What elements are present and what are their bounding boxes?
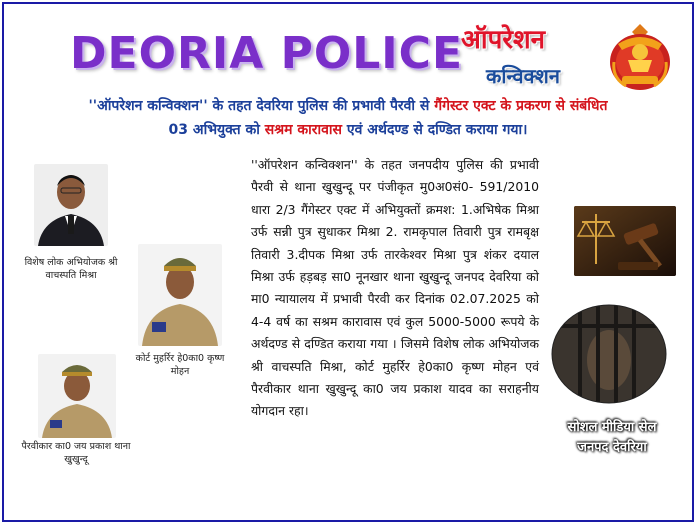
headline-part1: ''ऑपरेशन कन्विक्शन'' के तहत देवरिया पुलिस की प्रभावी पैरवी से	[88, 98, 435, 114]
operation-title: ऑपरेशन	[461, 25, 546, 55]
headline-line2-part1: 03 अभियुक्त को	[168, 122, 265, 138]
prosecutor-caption: विशेष लोक अभियोजक श्री वाचस्पति मिश्रा	[24, 257, 118, 281]
article-body: ''ऑपरेशन कन्विक्शन'' के तहत जनपदीय पुलिस की प्रभावी पैरवी से थाना खुखुन्दू पर पंजीकृत मु0अ0सं0- 591/2010 धारा 2/3 गैंगेस्टर एक्ट में अभियुक्तों क्रमश: 1.अभिषेक मिश्रा उर्फ सन्नी पुत्र सुधाकर मिश्रा 2. रामकृपाल तिवारी पुत्र रामबृक्ष तिवारी 3.दीपक मिश्रा उर्फ तारकेश्वर मिश्रा पुत्र शंकर दयाल मिश्रा उर्फ हड़बड़ सा0 नूनखार थाना खुखुन्दू जनपद देवरिया को मा0 न्यायालय में प्रभावी पैरवी कर दिनांक 02.07.2025 को 4-4 वर्ष का सश्रम कारावास एवं कुल 5000-5000 रूपये के अर्थदण्ड से दण्डित कराया गया । जिसमे विशेष लोक अभियोजक श्री वाचस्पति मिश्रा, कोर्ट मुहर्रिर हे0का0 कृष्ण मोहन एवं पैरवीकार थाना खुखुन्दू का0 जय प्रकाश यादव का सराहनीय योगदान रहा।	[251, 157, 539, 419]
pairvikar-caption: पैरवीकार का0 जय प्रकाश थाना खुखुन्दू	[21, 441, 131, 465]
social-cell-line2: जनपद देवरिया	[577, 440, 647, 455]
up-police-emblem-icon	[604, 22, 676, 94]
headline-line1	[0, 96, 696, 115]
social-media-cell-caption	[546, 418, 678, 458]
pairvikar-photo	[38, 354, 116, 438]
gavel-scales-image	[574, 206, 676, 276]
social-cell-line1: सोशल मीडिया सेल	[567, 420, 657, 435]
headline-line2	[0, 120, 696, 139]
headline-line2-part3: एवं अर्थदण्ड से दण्डित कराया गया।	[342, 122, 528, 138]
prosecutor-photo	[34, 164, 108, 246]
headline-part2: गैंगेस्टर एक्ट के प्रकरण से संबंधित	[434, 98, 608, 114]
court-clerk-caption: कोर्ट मुहर्रिर हे0का0 कृष्ण मोहन	[135, 353, 225, 377]
page-title: DEORIA POLICE	[70, 28, 464, 79]
court-clerk-photo	[138, 244, 222, 346]
jail-bars-image	[550, 304, 668, 404]
headline-line2-part2: सश्रम कारावास	[264, 122, 343, 138]
conviction-title: कन्विक्शन	[486, 64, 560, 88]
